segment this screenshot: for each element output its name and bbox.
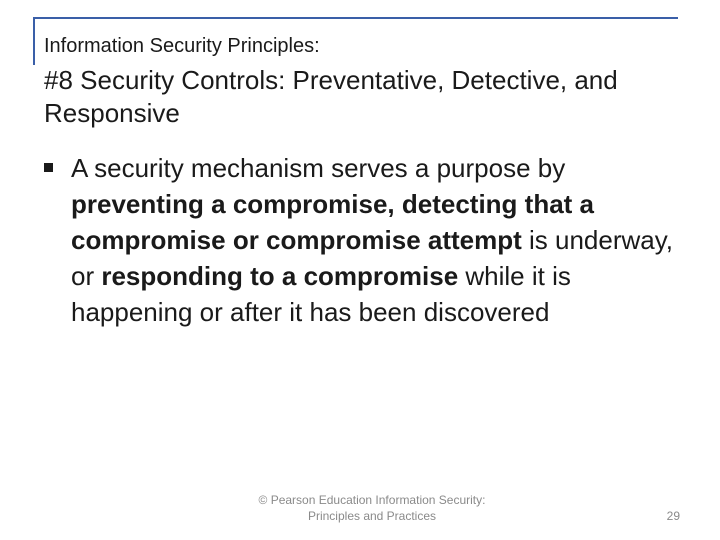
bullet-text-emphasis: preventing a compromise, detecting that a compromise or compromise attempt	[71, 189, 594, 255]
page-number: 29	[666, 509, 680, 523]
bullet-text-segment: while it is happening or after it has been discovered	[71, 261, 571, 327]
footer-source-line: © Pearson Education Information Security:	[258, 493, 486, 507]
slide-title: #8 Security Controls: Preventative, Detective, and Responsive	[44, 65, 618, 128]
header-top-rule	[33, 17, 678, 19]
bullet-text-emphasis: responding to a compromise	[101, 261, 459, 291]
course-title: Information Security Principles:	[44, 35, 320, 57]
footer-source-line: Principles and Practices	[307, 509, 437, 523]
bullet-text-segment: is underway, or	[71, 225, 674, 291]
header-left-rule	[33, 17, 35, 65]
footer-source	[222, 492, 522, 524]
bullet-text	[71, 150, 696, 330]
bullet-text-segment: A security mechanism serves a purpose by	[71, 153, 566, 183]
square-bullet-icon	[44, 163, 53, 172]
